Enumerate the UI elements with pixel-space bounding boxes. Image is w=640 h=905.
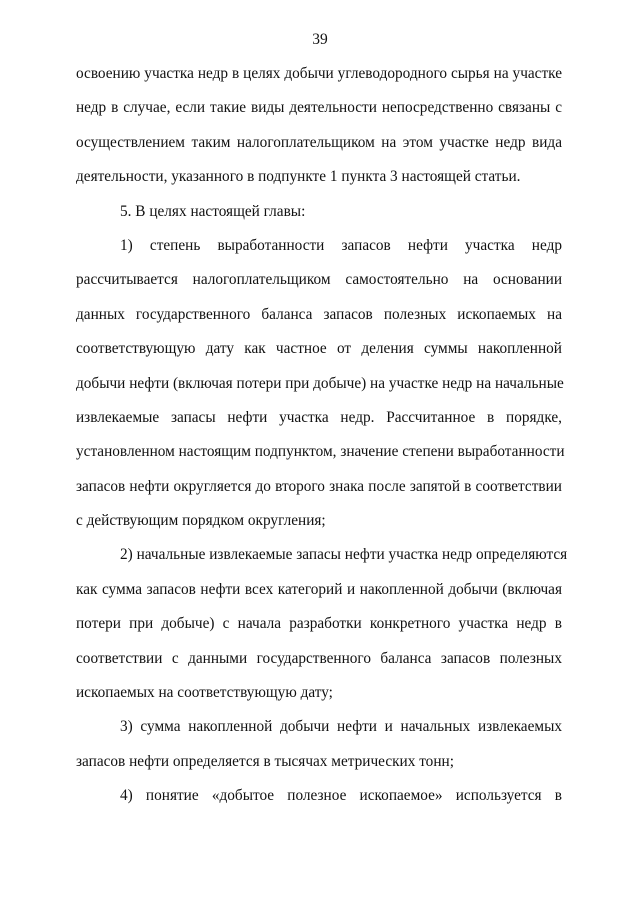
text-line: недр в случае, если такие виды деятельности непосредственно связаны с xyxy=(76,99,562,117)
text-line: запасов нефти определяется в тысячах метрических тонн; xyxy=(76,752,454,770)
text-line: рассчитывается налогоплательщиком самостоятельно на основании xyxy=(76,271,562,289)
text-line: 3) сумма накопленной добычи нефти и начальных извлекаемых xyxy=(120,718,562,736)
page-number: 39 xyxy=(312,31,328,48)
text-line: 4) понятие «добытое полезное ископаемое» используется в xyxy=(120,787,562,805)
text-line: извлекаемые запасы нефти участка недр. Рассчитанное в порядке, xyxy=(76,408,562,426)
text-line: установленном настоящим подпунктом, значение степени выработанности xyxy=(76,443,565,461)
text-line: 1) степень выработанности запасов нефти участка недр xyxy=(120,236,562,254)
text-line: освоению участка недр в целях добычи углеводородного сырья на участке xyxy=(76,65,562,82)
text-line: соответствии с данными государственного баланса запасов полезных xyxy=(76,649,562,667)
text-line: 5. В целях настоящей главы: xyxy=(120,202,306,220)
text-line: данных государственного баланса запасов полезных ископаемых на xyxy=(76,305,562,323)
text-line: ископаемых на соответствующую дату; xyxy=(76,684,333,702)
text-line: деятельности, указанного в подпункте 1 пункта 3 настоящей статьи. xyxy=(76,168,521,186)
text-line: как сумма запасов нефти всех категорий и накопленной добычи (включая xyxy=(76,580,562,598)
text-line: соответствующую дату как частное от деления суммы накопленной xyxy=(76,340,562,358)
text-line: с действующим порядком округления; xyxy=(76,512,326,530)
text-line: осуществлением таким налогоплательщиком на этом участке недр вида xyxy=(76,133,562,151)
text-line: потери при добыче) с начала разработки конкретного участка недр в xyxy=(76,615,562,633)
text-line: 2) начальные извлекаемые запасы нефти участка недр определяются xyxy=(120,546,568,564)
text-line: запасов нефти округляется до второго знака после запятой в соответствии xyxy=(76,477,562,495)
body-text xyxy=(76,64,568,821)
text-line: добычи нефти (включая потери при добыче) на участке недр на начальные xyxy=(76,374,564,392)
